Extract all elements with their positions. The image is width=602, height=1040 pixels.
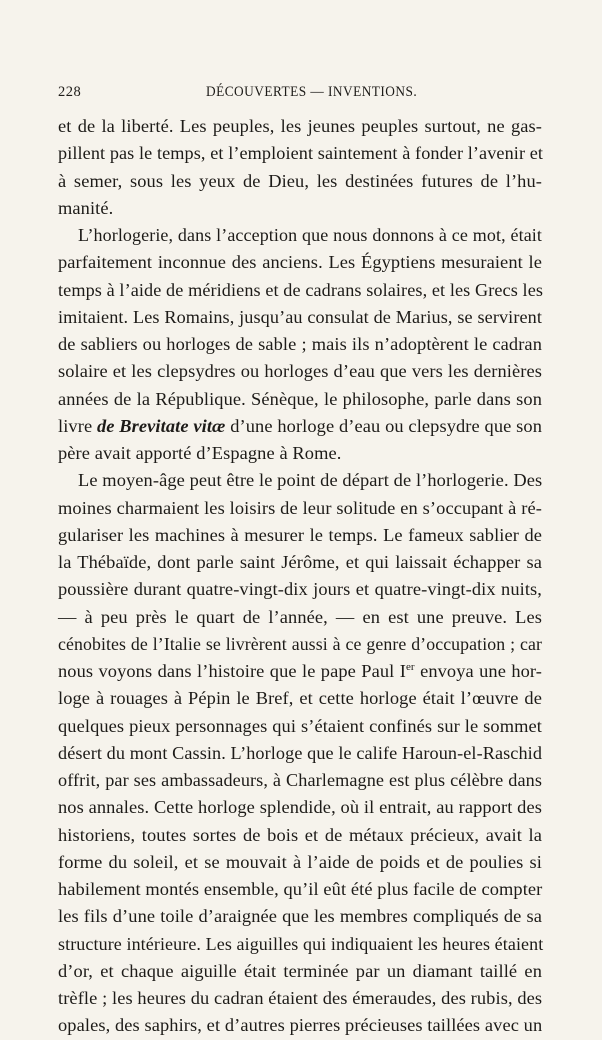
- text-line-with-superscript: [58, 658, 542, 685]
- text-line: d’or, et chaque aiguille était terminée par un diamant taillé en: [58, 960, 542, 981]
- text-line: parfaitement inconnue des anciens. Les Égyptiens mesuraient le: [58, 252, 542, 273]
- text-line: la Thébaïde, dont parle saint Jérôme, et qui laissait échapper sa: [58, 552, 542, 572]
- body-text: [58, 113, 542, 1040]
- running-title: DÉCOUVERTES — INVENTIONS.: [206, 84, 418, 100]
- text-line: habilement montés ensemble, qu’il eût été plus facile de compter: [58, 879, 543, 899]
- text-fragment: envoya une hor-: [420, 661, 542, 681]
- text-line: cénobites de l’Italie se livrèrent aussi à ce genre d’occupation ; car: [58, 633, 542, 654]
- text-line: moines charmaient les loisirs de leur solitude en s’occupant à ré-: [58, 497, 542, 518]
- superscript: er: [405, 660, 415, 673]
- text-line: offrit, par ses ambassadeurs, à Charlemagne est plus célèbre dans: [58, 770, 542, 790]
- text-line: structure intérieure. Les aiguilles qui indiquaient les heures étaient: [58, 933, 544, 954]
- text-fragment: nous voyons dans l’histoire que le pape Paul I: [58, 661, 406, 681]
- paragraph-start-line: L’horlogerie, dans l’acception que nous donnons à ce mot, était: [78, 225, 542, 245]
- text-line: gulariser les machines à mesurer le temps. Le fameux sablier de: [58, 524, 542, 545]
- text-line: historiens, toutes sortes de bois et de métaux précieux, avait la: [58, 824, 542, 845]
- text-line: loge à rouages à Pépin le Bref, et cette horloge était l’œuvre de: [58, 688, 542, 709]
- text-line: père avait apporté d’Espagne à Rome.: [58, 443, 342, 463]
- text-line: opales, des saphirs, et d’autres pierres précieuses taillées avec un: [58, 1015, 543, 1036]
- text-line: les fils d’une toile d’araignée que les membres compliqués de sa: [58, 906, 542, 927]
- text-line: quelques pieux personnages qui s’étaient confinés sur le sommet: [58, 715, 542, 736]
- text-line: poussière durant quatre-vingt-dix jours et quatre-vingt-dix nuits,: [58, 579, 542, 600]
- text-line-with-title: [58, 413, 542, 440]
- running-head: [58, 84, 534, 104]
- text-line: temps à l’aide de méridiens et de cadrans solaires, et les Grecs les: [58, 279, 544, 300]
- text-line: trèfle ; les heures du cadran étaient des émeraudes, des rubis, des: [58, 988, 543, 1008]
- book-title-italic: de Brevitate vitæ: [96, 415, 226, 436]
- text-line: solaire et les clepsydres ou horloges d’eau que vers les dernières: [58, 361, 542, 382]
- text-fragment: livre: [58, 415, 93, 436]
- paragraph-start-line: Le moyen-âge peut être le point de départ de l’horlogerie. Des: [78, 470, 543, 491]
- text-line: années de la République. Sénèque, le philosophe, parle dans son: [58, 388, 542, 409]
- text-line: pillent pas le temps, et l’emploient saintement à fonder l’avenir et: [58, 143, 544, 164]
- text-line: nos annales. Cette horloge splendide, où il entrait, au rapport des: [58, 797, 542, 818]
- page-number: 228: [58, 84, 82, 100]
- text-line: imitaient. Les Romains, jusqu’au consulat de Marius, se servirent: [58, 306, 542, 327]
- text-line: manité.: [58, 197, 114, 218]
- text-fragment: d’une horloge d’eau ou clepsydre que son: [230, 415, 543, 436]
- text-line: et de la liberté. Les peuples, les jeunes peuples surtout, ne gas-: [58, 116, 542, 136]
- text-line: — à peu près le quart de l’année, — en est une preuve. Les: [58, 606, 542, 627]
- text-line: désert du mont Cassin. L’horloge que le calife Haroun-el-Raschid: [58, 742, 543, 763]
- text-line: de sabliers ou horloges de sable ; mais ils n’adoptèrent le cadran: [58, 334, 542, 354]
- text-line: forme du soleil, et se mouvait à l’aide de poids et de poulies si: [58, 851, 542, 872]
- text-line: à semer, sous les yeux de Dieu, les destinées futures de l’hu-: [58, 170, 542, 191]
